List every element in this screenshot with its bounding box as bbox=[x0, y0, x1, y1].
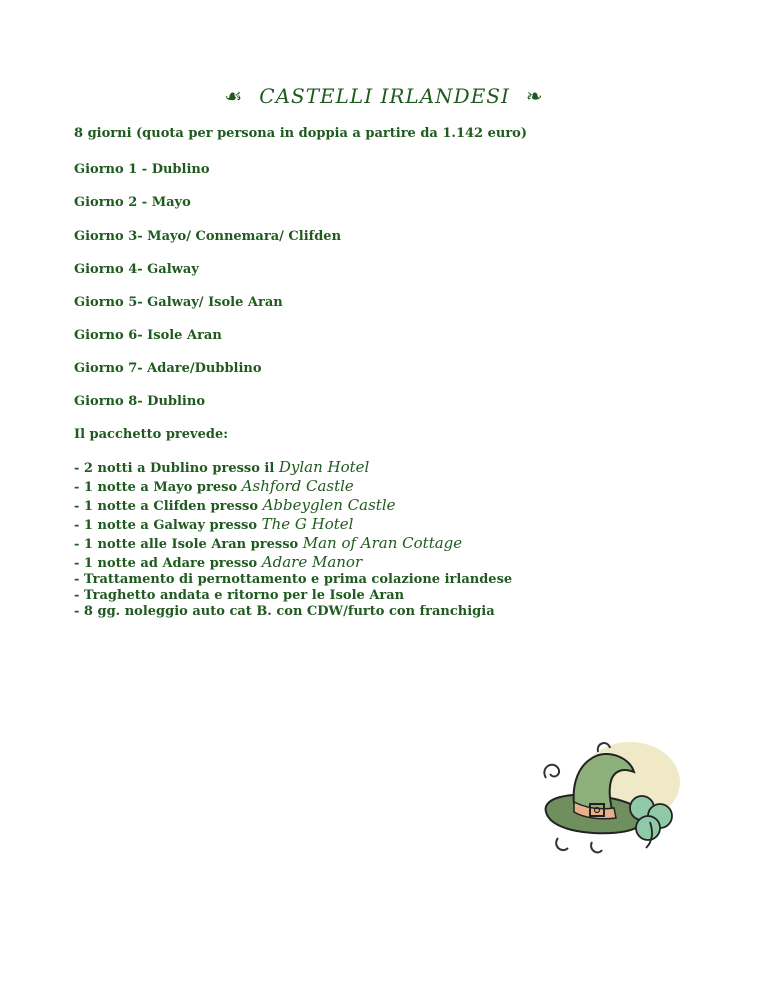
hotel-name: Abbeyglen Castle bbox=[262, 496, 396, 514]
itinerary-day-7: Giorno 7- Adare/Dubblino bbox=[74, 361, 262, 376]
swirl-bottom bbox=[556, 838, 568, 850]
itinerary-day-2: Giorno 2 - Mayo bbox=[74, 195, 191, 210]
hotel-name: Man of Aran Cottage bbox=[302, 534, 463, 552]
package-item bbox=[74, 534, 512, 553]
ornament-right-icon: ❧ bbox=[525, 84, 544, 108]
package-item-text: - 2 notti a Dublino presso il bbox=[74, 461, 279, 476]
hotel-name: The G Hotel bbox=[261, 515, 354, 533]
itinerary-day-8: Giorno 8- Dublino bbox=[74, 394, 205, 409]
package-item bbox=[74, 572, 512, 588]
package-heading: Il pacchetto prevede: bbox=[74, 427, 229, 442]
package-list bbox=[74, 458, 512, 620]
package-item-text: - 8 gg. noleggio auto cat B. con CDW/furto con franchigia bbox=[74, 604, 495, 619]
package-item bbox=[74, 515, 512, 534]
hotel-name: Dylan Hotel bbox=[278, 458, 370, 476]
title-text: CASTELLI IRLANDESI bbox=[259, 84, 510, 108]
package-item-text: - 1 notte a Clifden presso bbox=[74, 499, 263, 514]
itinerary-day-5: Giorno 5- Galway/ Isole Aran bbox=[74, 295, 283, 310]
package-item-text: - 1 notte a Mayo preso bbox=[74, 480, 242, 495]
swirl-bottom-right bbox=[591, 842, 602, 852]
package-item bbox=[74, 588, 512, 604]
itinerary-day-6: Giorno 6- Isole Aran bbox=[74, 328, 222, 343]
package-item-text: - 1 notte a Galway presso bbox=[74, 518, 262, 533]
itinerary-day-4: Giorno 4- Galway bbox=[74, 262, 199, 277]
package-item bbox=[74, 553, 512, 572]
itinerary-day-1: Giorno 1 - Dublino bbox=[74, 162, 210, 177]
page-title bbox=[0, 84, 768, 108]
package-item-text: - Trattamento di pernottamento e prima colazione irlandese bbox=[74, 572, 513, 587]
swirl-left bbox=[544, 765, 559, 778]
leprechaun-hat-clipart-icon bbox=[538, 738, 680, 862]
package-item-text: - Traghetto andata e ritorno per le Isole Aran bbox=[74, 588, 405, 603]
hotel-name: Ashford Castle bbox=[241, 477, 354, 495]
hotel-name: Adare Manor bbox=[261, 553, 363, 571]
package-item bbox=[74, 477, 512, 496]
package-item bbox=[74, 458, 512, 477]
intro-line: 8 giorni (quota per persona in doppia a partire da 1.142 euro) bbox=[74, 126, 528, 141]
package-item-text: - 1 notte alle Isole Aran presso bbox=[74, 537, 303, 552]
package-item bbox=[74, 604, 512, 620]
package-item bbox=[74, 496, 512, 515]
package-item-text: - 1 notte ad Adare presso bbox=[74, 556, 262, 571]
ornament-left-icon: ☙ bbox=[224, 84, 244, 108]
itinerary-day-3: Giorno 3- Mayo/ Connemara/ Clifden bbox=[74, 229, 342, 244]
